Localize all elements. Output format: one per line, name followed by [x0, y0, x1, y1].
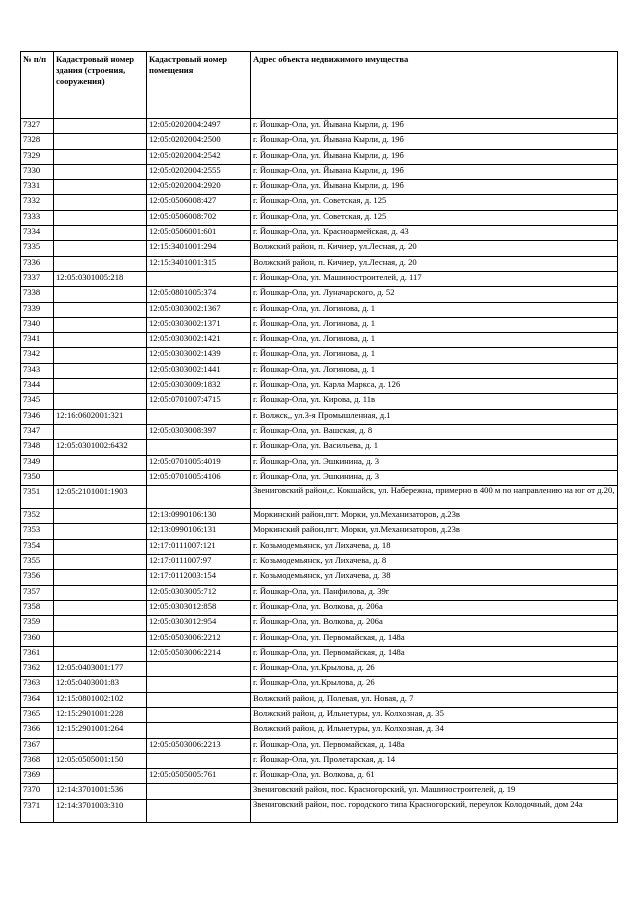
row-number-cell: 7347: [21, 424, 54, 439]
row-number-cell: 7334: [21, 226, 54, 241]
building-cadastral-cell: [54, 149, 147, 164]
address-cell: Моркинский район,пгт. Морки, ул.Механизаторов, д.23в: [251, 524, 618, 539]
row-number-cell: 7351: [21, 486, 54, 509]
row-number-cell: 7346: [21, 409, 54, 424]
table-row: [21, 226, 618, 241]
address-cell: Волжский район, п. Кичиер, ул.Лесная, д. 20: [251, 241, 618, 256]
table-body: [21, 119, 618, 823]
row-number-cell: 7353: [21, 524, 54, 539]
address-cell: г. Козьмодемьянск, ул Лихачева, д. 8: [251, 555, 618, 570]
address-cell: г. Йошкар-Ола, ул. Йывана Кырли, д. 19б: [251, 180, 618, 195]
building-cadastral-cell: [54, 333, 147, 348]
room-cadastral-cell: 12:05:0506008:427: [147, 195, 251, 210]
room-cadastral-cell: [147, 271, 251, 286]
building-cadastral-cell: [54, 646, 147, 661]
address-cell: г. Йошкар-Ола, ул. Логинова, д. 1: [251, 333, 618, 348]
address-cell: г. Йошкар-Ола, ул. Волкова, д. 61: [251, 769, 618, 784]
room-cadastral-cell: [147, 784, 251, 799]
address-cell: г. Козьмодемьянск, ул Лихачева, д. 18: [251, 539, 618, 554]
building-cadastral-cell: [54, 470, 147, 485]
room-cadastral-cell: [147, 486, 251, 509]
row-number-cell: 7357: [21, 585, 54, 600]
document-page: [20, 51, 617, 823]
building-cadastral-cell: [54, 424, 147, 439]
property-table: [20, 51, 618, 823]
row-number-cell: 7359: [21, 616, 54, 631]
building-cadastral-cell: [54, 119, 147, 134]
address-cell: г. Йошкар-Ола, ул. Панфилова, д. 39г: [251, 585, 618, 600]
address-cell: г. Йошкар-Ола, ул. Советская, д. 125: [251, 210, 618, 225]
room-cadastral-cell: 12:05:0503006:2213: [147, 738, 251, 753]
table-row: [21, 409, 618, 424]
table-row: [21, 424, 618, 439]
row-number-cell: 7354: [21, 539, 54, 554]
row-number-cell: 7362: [21, 662, 54, 677]
address-cell: Волжский район, д. Ильнетуры, ул. Колхозная, д. 34: [251, 723, 618, 738]
table-row: [21, 799, 618, 822]
header-room-cadastral: Кадастровый номер помещения: [147, 52, 251, 119]
address-cell: Волжский район, д. Ильнетуры, ул. Колхозная, д. 35: [251, 707, 618, 722]
building-cadastral-cell: [54, 348, 147, 363]
row-number-cell: 7327: [21, 119, 54, 134]
room-cadastral-cell: [147, 707, 251, 722]
row-number-cell: 7350: [21, 470, 54, 485]
room-cadastral-cell: 12:17:0111007:97: [147, 555, 251, 570]
table-row: [21, 363, 618, 378]
row-number-cell: 7333: [21, 210, 54, 225]
address-cell: г. Йошкар-Ола, ул. Вашская, д. 8: [251, 424, 618, 439]
row-number-cell: 7368: [21, 753, 54, 768]
row-number-cell: 7369: [21, 769, 54, 784]
row-number-cell: 7329: [21, 149, 54, 164]
room-cadastral-cell: 12:05:0202004:2555: [147, 164, 251, 179]
table-row: [21, 723, 618, 738]
building-cadastral-cell: [54, 616, 147, 631]
row-number-cell: 7339: [21, 302, 54, 317]
row-number-cell: 7335: [21, 241, 54, 256]
building-cadastral-cell: 12:05:0301002:6432: [54, 440, 147, 455]
table-row: [21, 524, 618, 539]
address-cell: г. Йошкар-Ола, ул. Первомайская, д. 148а: [251, 631, 618, 646]
table-row: [21, 509, 618, 524]
table-row: [21, 271, 618, 286]
building-cadastral-cell: [54, 600, 147, 615]
address-cell: г. Йошкар-Ола, ул. Пролетарская, д. 14: [251, 753, 618, 768]
room-cadastral-cell: 12:05:0303012:858: [147, 600, 251, 615]
table-row: [21, 707, 618, 722]
row-number-cell: 7328: [21, 134, 54, 149]
room-cadastral-cell: 12:05:0303002:1421: [147, 333, 251, 348]
building-cadastral-cell: 12:15:2901001:228: [54, 707, 147, 722]
table-row: [21, 616, 618, 631]
table-row: [21, 486, 618, 509]
address-cell: г. Йошкар-Ола, ул.Крылова, д. 26: [251, 677, 618, 692]
table-row: [21, 348, 618, 363]
room-cadastral-cell: 12:13:0990106:130: [147, 509, 251, 524]
table-header-row: [21, 52, 618, 119]
table-row: [21, 539, 618, 554]
table-row: [21, 149, 618, 164]
room-cadastral-cell: 12:05:0202004:2542: [147, 149, 251, 164]
table-row: [21, 631, 618, 646]
address-cell: г. Йошкар-Ола, ул. Логинова, д. 1: [251, 317, 618, 332]
building-cadastral-cell: [54, 241, 147, 256]
address-cell: г. Йошкар-Ола, ул. Эшкинина, д. 3: [251, 455, 618, 470]
address-cell: г. Йошкар-Ола, ул. Логинова, д. 1: [251, 348, 618, 363]
building-cadastral-cell: [54, 317, 147, 332]
table-row: [21, 180, 618, 195]
building-cadastral-cell: 12:15:0801002:102: [54, 692, 147, 707]
room-cadastral-cell: 12:05:0303009:1832: [147, 379, 251, 394]
room-cadastral-cell: 12:05:0202004:2500: [147, 134, 251, 149]
address-cell: г. Йошкар-Ола, ул. Логинова, д. 1: [251, 363, 618, 378]
row-number-cell: 7344: [21, 379, 54, 394]
room-cadastral-cell: 12:17:0111007:121: [147, 539, 251, 554]
table-row: [21, 692, 618, 707]
room-cadastral-cell: [147, 799, 251, 822]
table-row: [21, 585, 618, 600]
building-cadastral-cell: [54, 210, 147, 225]
room-cadastral-cell: 12:05:0303002:1367: [147, 302, 251, 317]
row-number-cell: 7331: [21, 180, 54, 195]
table-row: [21, 769, 618, 784]
table-row: [21, 555, 618, 570]
address-cell: г. Козьмодемьянск, ул Лихачева, д. 38: [251, 570, 618, 585]
address-cell: г. Йошкар-Ола, ул. Эшкинина, д. 3: [251, 470, 618, 485]
row-number-cell: 7349: [21, 455, 54, 470]
building-cadastral-cell: [54, 195, 147, 210]
address-cell: г. Йошкар-Ола, ул. Красноармейская, д. 43: [251, 226, 618, 241]
building-cadastral-cell: [54, 738, 147, 753]
address-cell: г. Йошкар-Ола, ул. Волкова, д. 206а: [251, 600, 618, 615]
table-row: [21, 738, 618, 753]
row-number-cell: 7340: [21, 317, 54, 332]
room-cadastral-cell: 12:05:0505005:761: [147, 769, 251, 784]
address-cell: г. Йошкар-Ола, ул. Советская, д. 125: [251, 195, 618, 210]
room-cadastral-cell: 12:05:0701007:4715: [147, 394, 251, 409]
address-cell: Звениговский район, пос. Красногорский, ул. Машиностроителей, д. 19: [251, 784, 618, 799]
table-row: [21, 302, 618, 317]
row-number-cell: 7352: [21, 509, 54, 524]
address-cell: г. Йошкар-Ола, ул.Крылова, д. 26: [251, 662, 618, 677]
building-cadastral-cell: [54, 555, 147, 570]
table-row: [21, 677, 618, 692]
building-cadastral-cell: [54, 302, 147, 317]
table-row: [21, 164, 618, 179]
building-cadastral-cell: [54, 769, 147, 784]
building-cadastral-cell: [54, 394, 147, 409]
address-cell: Волжский район, д. Полевая, ул. Новая, д. 7: [251, 692, 618, 707]
room-cadastral-cell: [147, 440, 251, 455]
table-row: [21, 241, 618, 256]
building-cadastral-cell: 12:14:3701003:310: [54, 799, 147, 822]
building-cadastral-cell: 12:05:0403001:83: [54, 677, 147, 692]
header-building-cadastral: Кадастровый номер здания (строения, сооружения): [54, 52, 147, 119]
building-cadastral-cell: [54, 631, 147, 646]
room-cadastral-cell: 12:05:0303005:712: [147, 585, 251, 600]
building-cadastral-cell: [54, 509, 147, 524]
row-number-cell: 7365: [21, 707, 54, 722]
building-cadastral-cell: [54, 379, 147, 394]
building-cadastral-cell: [54, 287, 147, 302]
address-cell: г. Йошкар-Ола, ул. Йывана Кырли, д. 19б: [251, 134, 618, 149]
table-row: [21, 134, 618, 149]
building-cadastral-cell: 12:05:2101001:1903: [54, 486, 147, 509]
building-cadastral-cell: 12:14:3701001:536: [54, 784, 147, 799]
room-cadastral-cell: 12:05:0303002:1371: [147, 317, 251, 332]
address-cell: г. Йошкар-Ола, ул. Машиностроителей, д. 117: [251, 271, 618, 286]
room-cadastral-cell: 12:05:0506001:601: [147, 226, 251, 241]
room-cadastral-cell: [147, 753, 251, 768]
row-number-cell: 7337: [21, 271, 54, 286]
room-cadastral-cell: [147, 692, 251, 707]
building-cadastral-cell: [54, 539, 147, 554]
row-number-cell: 7332: [21, 195, 54, 210]
table-row: [21, 119, 618, 134]
table-row: [21, 210, 618, 225]
building-cadastral-cell: [54, 180, 147, 195]
table-row: [21, 394, 618, 409]
room-cadastral-cell: 12:05:0506008:702: [147, 210, 251, 225]
row-number-cell: 7338: [21, 287, 54, 302]
address-cell: г. Йошкар-Ола, ул. Васильева, д. 1: [251, 440, 618, 455]
building-cadastral-cell: [54, 455, 147, 470]
table-row: [21, 600, 618, 615]
address-cell: г. Йошкар-Ола, ул. Волкова, д. 206а: [251, 616, 618, 631]
row-number-cell: 7363: [21, 677, 54, 692]
row-number-cell: 7345: [21, 394, 54, 409]
row-number-cell: 7330: [21, 164, 54, 179]
room-cadastral-cell: [147, 409, 251, 424]
address-cell: г. Йошкар-Ола, ул. Первомайская, д. 148а: [251, 646, 618, 661]
address-cell: г. Йошкар-Ола, ул. Кирова, д. 11в: [251, 394, 618, 409]
table-row: [21, 287, 618, 302]
table-row: [21, 646, 618, 661]
row-number-cell: 7336: [21, 256, 54, 271]
room-cadastral-cell: 12:05:0701005:4019: [147, 455, 251, 470]
row-number-cell: 7341: [21, 333, 54, 348]
row-number-cell: 7356: [21, 570, 54, 585]
row-number-cell: 7358: [21, 600, 54, 615]
room-cadastral-cell: 12:05:0303002:1439: [147, 348, 251, 363]
room-cadastral-cell: [147, 723, 251, 738]
table-row: [21, 784, 618, 799]
room-cadastral-cell: 12:05:0303002:1441: [147, 363, 251, 378]
address-cell: Моркинский район,пгт. Морки, ул.Механизаторов, д.23в: [251, 509, 618, 524]
table-row: [21, 753, 618, 768]
address-cell: г. Йошкар-Ола, ул. Луначарского, д. 52: [251, 287, 618, 302]
address-cell: г. Йошкар-Ола, ул. Йывана Кырли, д. 19б: [251, 119, 618, 134]
building-cadastral-cell: [54, 570, 147, 585]
building-cadastral-cell: [54, 363, 147, 378]
building-cadastral-cell: [54, 524, 147, 539]
row-number-cell: 7361: [21, 646, 54, 661]
building-cadastral-cell: 12:05:0301005:218: [54, 271, 147, 286]
row-number-cell: 7367: [21, 738, 54, 753]
table-row: [21, 317, 618, 332]
room-cadastral-cell: 12:05:0202004:2497: [147, 119, 251, 134]
header-number: № п/п: [21, 52, 54, 119]
table-row: [21, 256, 618, 271]
table-row: [21, 333, 618, 348]
room-cadastral-cell: [147, 662, 251, 677]
room-cadastral-cell: 12:05:0503006:2212: [147, 631, 251, 646]
address-cell: г. Йошкар-Ола, ул. Карла Маркса, д. 126: [251, 379, 618, 394]
table-row: [21, 455, 618, 470]
building-cadastral-cell: [54, 585, 147, 600]
row-number-cell: 7342: [21, 348, 54, 363]
room-cadastral-cell: [147, 677, 251, 692]
building-cadastral-cell: 12:16:0602001:321: [54, 409, 147, 424]
room-cadastral-cell: 12:15:3401001:294: [147, 241, 251, 256]
row-number-cell: 7360: [21, 631, 54, 646]
row-number-cell: 7343: [21, 363, 54, 378]
table-row: [21, 570, 618, 585]
address-cell: г. Йошкар-Ола, ул. Логинова, д. 1: [251, 302, 618, 317]
address-cell: г. Йошкар-Ола, ул. Первомайская, д. 148а: [251, 738, 618, 753]
table-row: [21, 470, 618, 485]
address-cell: г. Волжск,, ул.3-я Промышленная, д.1: [251, 409, 618, 424]
address-cell: Звениговский район, пос. городского типа Красногорский, переулок Колодочный, дом 24а: [251, 799, 618, 822]
building-cadastral-cell: [54, 134, 147, 149]
address-cell: Волжский район, п. Кичиер, ул.Лесная, д. 20: [251, 256, 618, 271]
room-cadastral-cell: 12:05:0303008:397: [147, 424, 251, 439]
building-cadastral-cell: 12:15:2901001:264: [54, 723, 147, 738]
row-number-cell: 7366: [21, 723, 54, 738]
room-cadastral-cell: 12:05:0701005:4106: [147, 470, 251, 485]
table-row: [21, 379, 618, 394]
table-row: [21, 440, 618, 455]
building-cadastral-cell: [54, 256, 147, 271]
building-cadastral-cell: 12:05:0505001:150: [54, 753, 147, 768]
row-number-cell: 7371: [21, 799, 54, 822]
room-cadastral-cell: 12:05:0202004:2920: [147, 180, 251, 195]
room-cadastral-cell: 12:13:0990106:131: [147, 524, 251, 539]
row-number-cell: 7355: [21, 555, 54, 570]
room-cadastral-cell: 12:05:0303012:954: [147, 616, 251, 631]
building-cadastral-cell: 12:05:0403001:177: [54, 662, 147, 677]
room-cadastral-cell: 12:05:0503006:2214: [147, 646, 251, 661]
table-row: [21, 662, 618, 677]
address-cell: г. Йошкар-Ола, ул. Йывана Кырли, д. 19б: [251, 149, 618, 164]
building-cadastral-cell: [54, 226, 147, 241]
row-number-cell: 7348: [21, 440, 54, 455]
room-cadastral-cell: 12:17:0112003:154: [147, 570, 251, 585]
address-cell: Звениговский район,с. Кокшайск, ул. Набережна, примерно в 400 м по направлению на юг от д.20,: [251, 486, 618, 509]
room-cadastral-cell: 12:15:3401001:315: [147, 256, 251, 271]
row-number-cell: 7370: [21, 784, 54, 799]
room-cadastral-cell: 12:05:0801005:374: [147, 287, 251, 302]
address-cell: г. Йошкар-Ола, ул. Йывана Кырли, д. 19б: [251, 164, 618, 179]
row-number-cell: 7364: [21, 692, 54, 707]
header-address: Адрес объекта недвижимого имущества: [251, 52, 618, 119]
table-row: [21, 195, 618, 210]
building-cadastral-cell: [54, 164, 147, 179]
